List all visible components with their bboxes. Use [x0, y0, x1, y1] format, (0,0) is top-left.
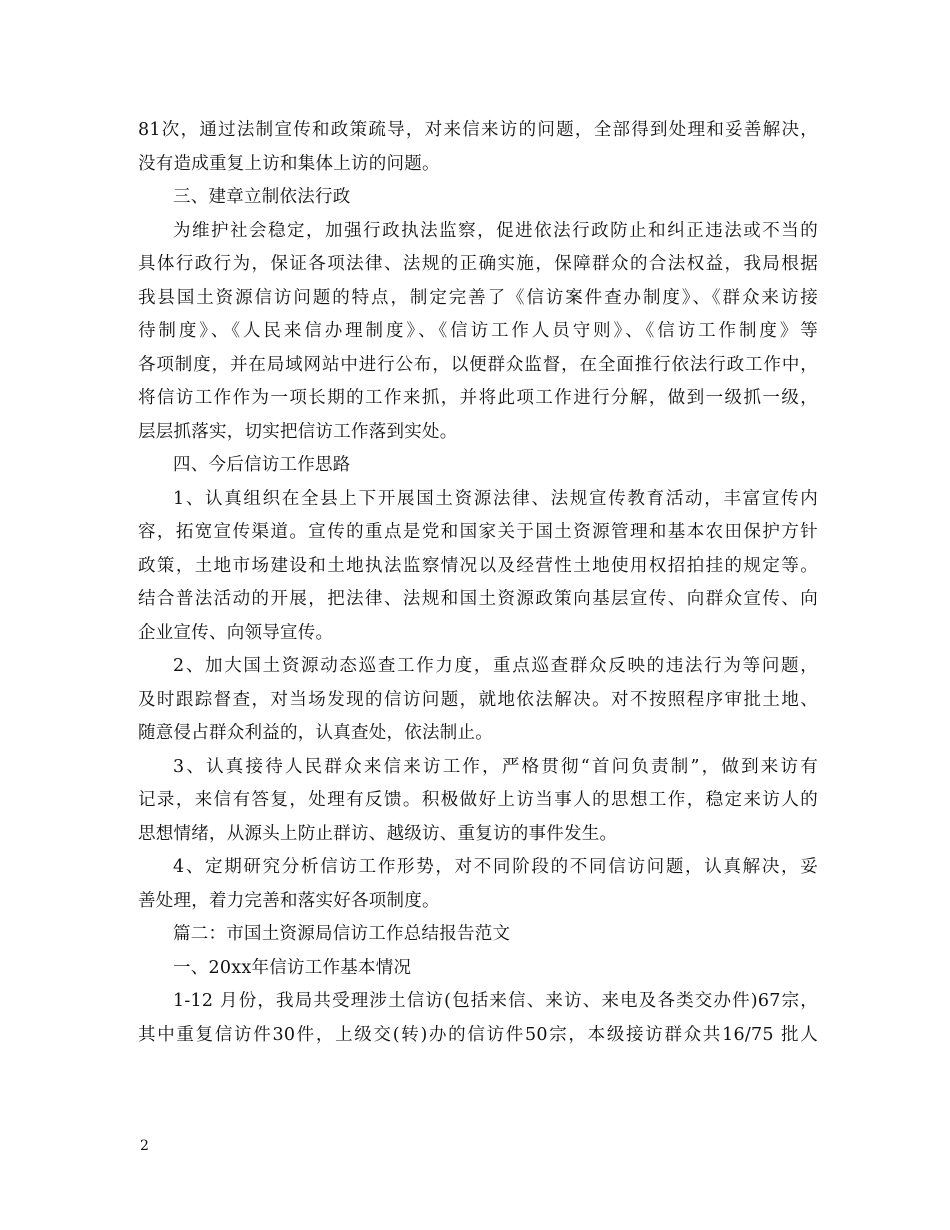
- text-line: 思想情绪，从源头上防止群访、越级访、重复访的事件发生。: [138, 823, 618, 844]
- text-line: 容，拓宽宣传渠道。宣传的重点是党和国家关于国土资源管理和基本农田保护方针: [138, 522, 818, 542]
- text-line: 其中重复信访件30件，上级交(转)办的信访件50宗，本级接访群众共16/75 批人: [138, 1024, 818, 1045]
- text-line: 为维护社会稳定，加强行政执法监察，促进依法行政防止和纠正违法或不当的: [173, 220, 818, 241]
- text-line: 我县国土资源信访问题的特点，制定完善了《信访案件查办制度》、《群众来访接: [138, 287, 818, 308]
- text-line: 4、定期研究分析信访工作形势，对不同阶段的不同信访问题，认真解决，妥: [173, 857, 818, 877]
- text-line: 及时跟踪督查，对当场发现的信访问题，就地依法解决。对不按照程序审批土地、: [138, 689, 818, 710]
- text-line: 各项制度，并在局域网站中进行公布，以便群众监督，在全面推行依法行政工作中，: [138, 354, 818, 375]
- text-line: 待制度》、《人民来信办理制度》、《信访工作人员守则》、《信访工作制度》等: [138, 321, 818, 341]
- body-text: [138, 114, 818, 1052]
- text-line: 善处理，着力完善和落实好各项制度。: [138, 890, 440, 911]
- text-line: 81次，通过法制宣传和政策疏导，对来信来访的问题，全部得到处理和妥善解决，: [138, 120, 818, 140]
- section-heading: 一、20xx年信访工作基本情况: [173, 957, 412, 978]
- page-number: 2: [140, 1138, 149, 1154]
- article-heading: 篇二：市国土资源局信访工作总结报告范文: [173, 924, 511, 944]
- section-heading: 四、今后信访工作思路: [173, 455, 351, 475]
- text-line: 3、认真接待人民群众来信来访工作，严格贯彻“首问负责制”，做到来访有: [173, 756, 818, 777]
- text-line: 层层抓落实，切实把信访工作落到实处。: [138, 421, 458, 442]
- text-line: 将信访工作作为一项长期的工作来抓，并将此项工作进行分解，做到一级抓一级，: [138, 388, 818, 408]
- text-line: 没有造成重复上访和集体上访的问题。: [138, 153, 440, 174]
- section-heading: 三、建章立制依法行政: [173, 187, 351, 207]
- text-line: 随意侵占群众利益的，认真查处，依法制止。: [138, 723, 493, 743]
- text-line: 1、认真组织在全县上下开展国土资源法律、法规宣传教育活动，丰富宣传内: [173, 488, 818, 509]
- text-line: 2、加大国土资源动态巡查工作力度，重点巡查群众反映的违法行为等问题，: [173, 656, 818, 676]
- text-line: 政策，土地市场建设和土地执法监察情况以及经营性土地使用权招拍挂的规定等。: [138, 555, 818, 576]
- text-line: 1-12 月份，我局共受理涉土信访(包括来信、来访、来电及各类交办件)67宗，: [173, 991, 818, 1011]
- text-line: 记录，来信有答复，处理有反馈。积极做好上访当事人的思想工作，稳定来访人的: [138, 790, 818, 810]
- text-line: 结合普法活动的开展，把法律、法规和国土资源政策向基层宣传、向群众宣传、向: [138, 589, 818, 609]
- text-line: 具体行政行为，保证各项法律、法规的正确实施，保障群众的合法权益，我局根据: [138, 254, 818, 274]
- text-line: 企业宣传、向领导宣传。: [138, 622, 334, 643]
